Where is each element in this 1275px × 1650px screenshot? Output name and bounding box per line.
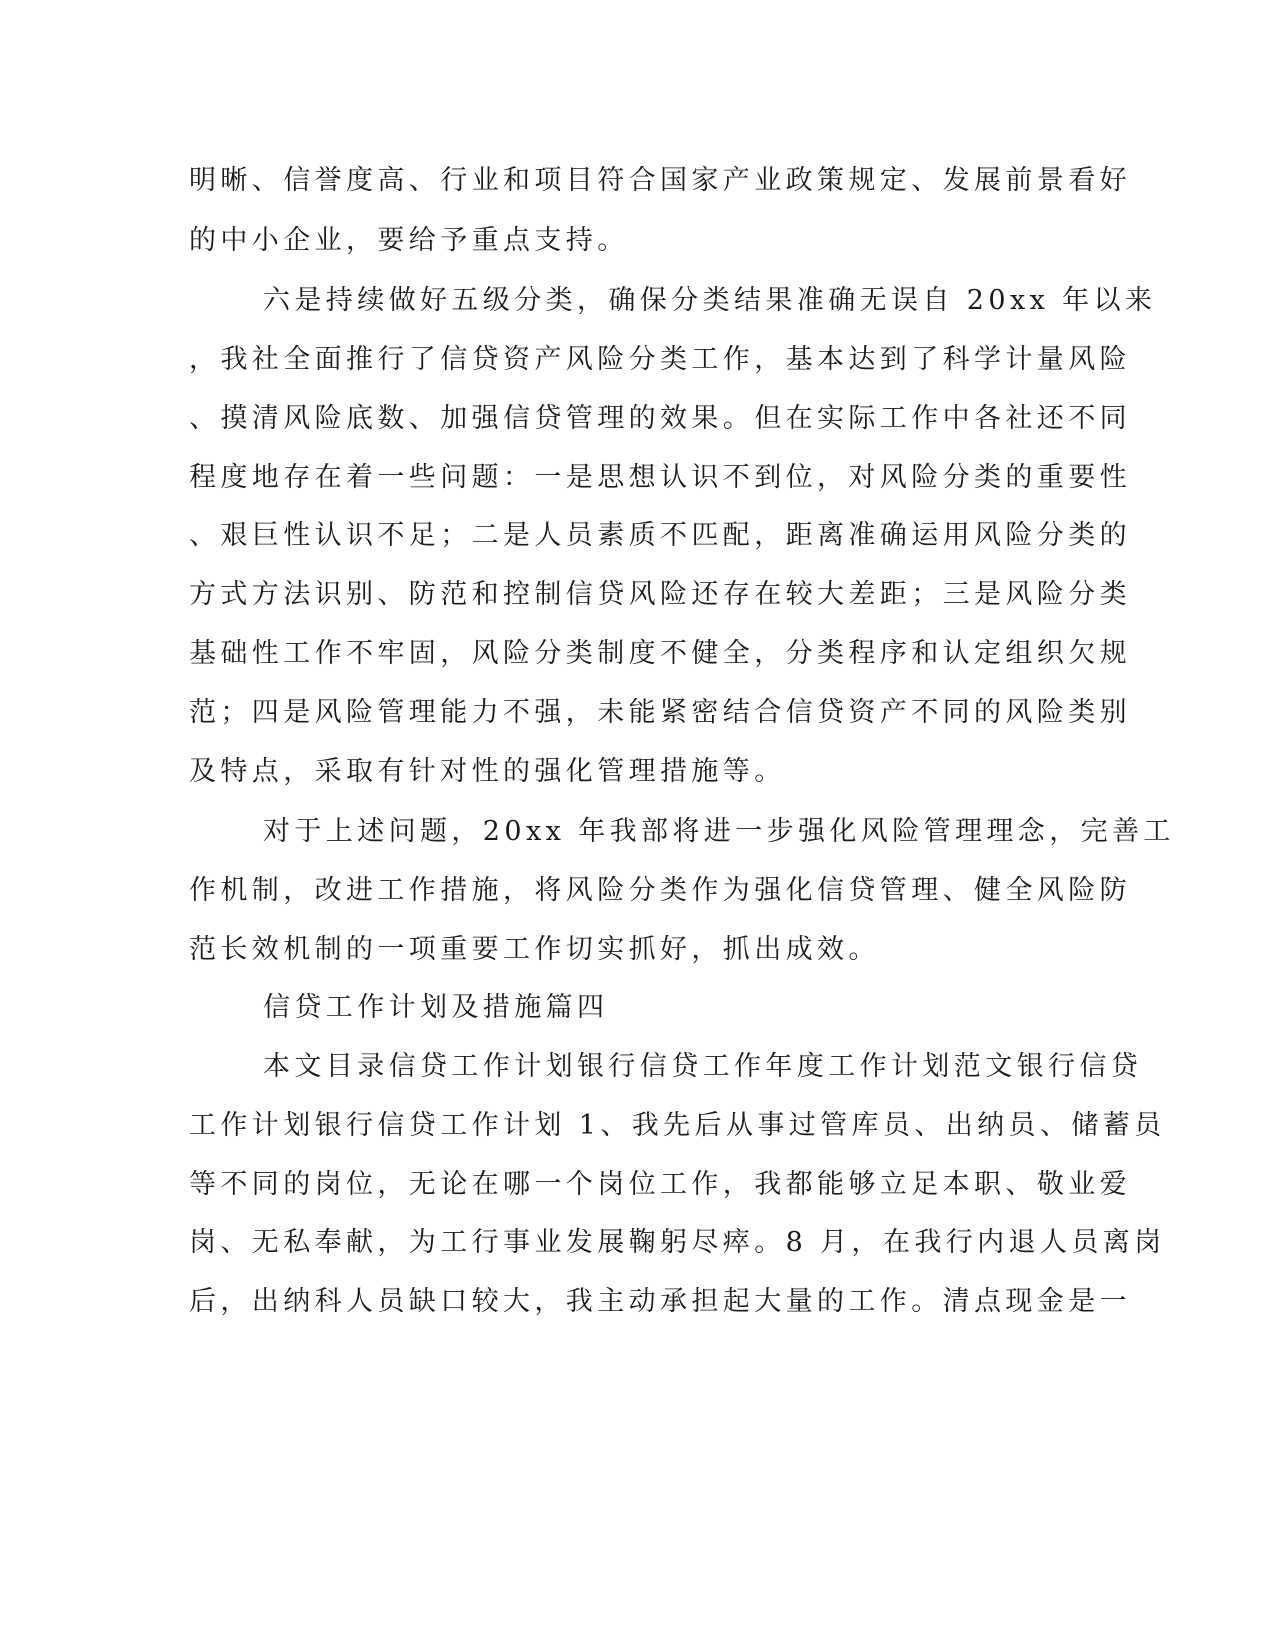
text-line: 基础性工作不牢固，风险分类制度不健全，分类程序和认定组织欠规 — [189, 638, 1131, 669]
text-line: 等不同的岗位，无论在哪一个岗位工作，我都能够立足本职、敬业爱 — [189, 1169, 1131, 1200]
text-line: 的中小企业，要给予重点支持。 — [189, 225, 629, 256]
text-line: 明晰、信誉度高、行业和项目符合国家产业政策规定、发展前景看好 — [189, 165, 1131, 196]
paragraph-first-line: 对于上述问题，20xx 年我部将进一步强化风险管理理念，完善工 — [263, 816, 1175, 847]
text-line: 作机制，改进工作措施，将风险分类作为强化信贷管理、健全风险防 — [189, 875, 1131, 906]
text-line: 岗、无私奉献，为工行事业发展鞠躬尽瘁。8 月，在我行内退人员离岗 — [189, 1227, 1166, 1258]
section-heading: 信贷工作计划及措施篇四 — [263, 992, 609, 1023]
text-line: 、摸清风险底数、加强信贷管理的效果。但在实际工作中各社还不同 — [189, 403, 1131, 434]
text-line: 范；四是风险管理能力不强，未能紧密结合信贷资产不同的风险类别 — [189, 697, 1131, 728]
text-line: 程度地存在着一些问题：一是思想认识不到位，对风险分类的重要性 — [189, 462, 1131, 493]
paragraph-first-line: 本文目录信贷工作计划银行信贷工作年度工作计划范文银行信贷 — [263, 1051, 1143, 1082]
text-line: 工作计划银行信贷工作计划 1、我先后从事过管库员、出纳员、储蓄员 — [189, 1110, 1166, 1141]
text-line: 后，出纳科人员缺口较大，我主动承担起大量的工作。清点现金是一 — [189, 1286, 1131, 1317]
text-line: 方式方法识别、防范和控制信贷风险还存在较大差距；三是风险分类 — [189, 579, 1131, 610]
text-line: 范长效机制的一项重要工作切实抓好，抓出成效。 — [189, 934, 880, 965]
text-line: 及特点，采取有针对性的强化管理措施等。 — [189, 756, 786, 787]
text-line: ，我社全面推行了信贷资产风险分类工作，基本达到了科学计量风险 — [189, 344, 1131, 375]
paragraph-first-line: 六是持续做好五级分类，确保分类结果准确无误自 20xx 年以来 — [263, 285, 1157, 316]
text-line: 、艰巨性认识不足；二是人员素质不匹配，距离准确运用风险分类的 — [189, 520, 1131, 551]
